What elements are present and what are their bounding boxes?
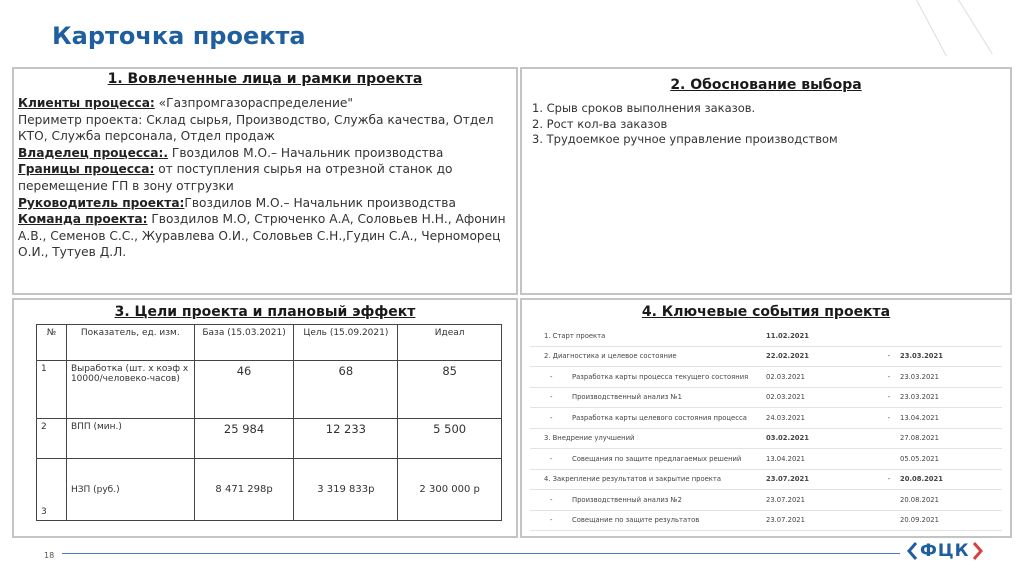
milestone-name [530, 434, 766, 442]
cell-ideal: 2 300 000 р [398, 459, 502, 521]
milestone-end: 20.09.2021 [900, 516, 939, 525]
milestone-end: 27.08.2021 [900, 434, 939, 443]
company-logo [906, 541, 984, 561]
bounds-label: Границы процесса: [18, 162, 155, 177]
bullet-dash: - [550, 495, 553, 504]
footer-divider [62, 553, 900, 554]
page-title: Карточка проекта [52, 22, 306, 50]
cell-no: 1 [37, 361, 67, 419]
milestone-name-text: 2. Диагностика и целевое состояние [544, 352, 677, 361]
cell-indicator: ВПП (мин.) [66, 419, 194, 459]
milestone-name [530, 516, 766, 524]
col-indicator-header: Показатель, ед. изм. [66, 325, 194, 361]
milestone-name [530, 455, 766, 463]
milestone-row [530, 408, 1002, 429]
decorative-line [958, 0, 993, 54]
table-row [37, 459, 502, 521]
bullet-dash: - [550, 454, 553, 463]
table-row [37, 419, 502, 459]
milestones-panel [520, 298, 1012, 538]
milestone-start: 02.03.2021 [766, 393, 805, 402]
logo-mark-icon [906, 542, 920, 560]
milestone-separator: - [887, 413, 891, 422]
milestone-end: 20.08.2021 [900, 495, 939, 504]
milestone-name [530, 393, 766, 401]
clients-line [18, 95, 512, 112]
milestone-start: 24.03.2021 [766, 413, 805, 422]
milestone-name [530, 475, 766, 483]
milestones-list [530, 326, 1002, 531]
milestone-start: 03.02.2021 [766, 434, 809, 443]
goals-panel [12, 298, 518, 538]
milestone-name [530, 496, 766, 504]
milestone-name-text: 1. Старт проекта [544, 331, 606, 340]
milestone-name [530, 352, 766, 360]
team-value: Гвоздилов М.О, Стрюченко А.А, Соловьев Н.Н., Афонин А.В., Семенов С.С., Журавлева О.И., Соловьев С.Н.,Гудин С.А., Черноморец О.И., Тутуев Д.Л. [18, 212, 506, 260]
team-label: Команда проекта: [18, 212, 148, 227]
stakeholders-panel [12, 67, 518, 295]
owner-label: Владелец процесса:. [18, 145, 169, 160]
logo-mark-icon [970, 542, 984, 560]
milestone-end: 20.08.2021 [900, 475, 943, 484]
table-row [37, 361, 502, 419]
col-target-header: Цель (15.09.2021) [294, 325, 398, 361]
cell-no: 3 [37, 459, 67, 521]
milestone-end: 23.03.2021 [900, 372, 939, 381]
reason-item: 2. Рост кол-ва заказов [532, 116, 668, 131]
col-base-header: База (15.03.2021) [194, 325, 294, 361]
milestone-start: 02.03.2021 [766, 372, 805, 381]
cell-ideal: 5 500 [398, 419, 502, 459]
bullet-dash: - [550, 372, 553, 381]
goals-table [36, 324, 502, 521]
owner-value: Гвоздилов М.О.– Начальник производства [168, 145, 444, 160]
reason-item: 1. Срыв сроков выполнения заказов. [532, 101, 756, 115]
page-number: 18 [44, 551, 55, 560]
manager-value: Гвоздилов М.О.– Начальник производства [184, 195, 456, 210]
stakeholders-heading: 1. Вовлеченные лица и рамки проекта [107, 71, 423, 87]
col-no-header: № [37, 325, 67, 361]
milestone-separator: - [887, 372, 891, 381]
cell-indicator: Выработка (шт. х коэф х 10000/человеко-часов) [66, 361, 194, 419]
clients-value: «Газпромгазораспределение" [154, 96, 354, 110]
cell-target: 3 319 833р [294, 459, 398, 521]
milestone-name-text: 3. Внедрение улучшений [544, 434, 635, 443]
col-ideal-header: Идеал [398, 325, 502, 361]
clients-label: Клиенты процесса: [18, 96, 155, 110]
milestone-row [530, 429, 1002, 450]
milestone-start: 23.07.2021 [766, 475, 809, 484]
owner-line [18, 145, 512, 162]
milestone-row [530, 449, 1002, 470]
cell-target: 12 233 [294, 419, 398, 459]
milestones-heading: 4. Ключевые события проекта [641, 304, 891, 320]
cell-base: 25 984 [194, 419, 294, 459]
milestone-name [530, 414, 766, 422]
stakeholders-content [18, 95, 512, 261]
perimeter-line: Периметр проекта: Склад сырья, Производство, Служба качества, Отдел КТО, Служба персонала, Отдел продаж [18, 112, 494, 144]
milestone-name-text: Разработка карты процесса текущего состояния [572, 372, 749, 381]
logo-text: ФЦК [920, 541, 970, 561]
manager-label: Руководитель проекта: [18, 195, 185, 210]
cell-base: 8 471 298р [194, 459, 294, 521]
bounds-value: от поступления сырья на отрезной станок до перемещение ГП в зону отгрузки [18, 162, 453, 193]
milestone-separator: - [887, 393, 891, 402]
milestone-row [530, 511, 1002, 532]
milestone-end: 13.04.2021 [900, 413, 939, 422]
milestone-end: 23.03.2021 [900, 393, 939, 402]
bullet-dash: - [550, 516, 553, 525]
milestone-name [530, 373, 766, 381]
reason-item: 3. Трудоемкое ручное управление производством [532, 132, 838, 146]
team-line [18, 211, 512, 261]
milestone-start: 23.07.2021 [766, 516, 805, 525]
milestone-name-text: Совещания по защите предлагаемых решений [572, 454, 742, 463]
decorative-line [916, 0, 947, 57]
bullet-dash: - [550, 393, 553, 402]
cell-indicator: НЗП (руб.) [66, 459, 194, 521]
milestone-start: 23.07.2021 [766, 495, 805, 504]
milestone-start: 11.02.2021 [766, 331, 809, 340]
goals-heading: 3. Цели проекта и плановый эффект [114, 304, 416, 320]
milestone-name-text: Производственный анализ №2 [572, 495, 682, 504]
milestone-row [530, 490, 1002, 511]
cell-no: 2 [37, 419, 67, 459]
milestone-row [530, 367, 1002, 388]
milestone-row [530, 470, 1002, 491]
cell-ideal: 85 [398, 361, 502, 419]
milestone-end: 05.05.2021 [900, 454, 939, 463]
milestone-end: 23.03.2021 [900, 352, 943, 361]
cell-target: 68 [294, 361, 398, 419]
milestone-row [530, 326, 1002, 347]
milestone-row [530, 388, 1002, 409]
manager-line [18, 195, 512, 212]
bounds-line [18, 161, 512, 194]
milestone-name-text: 4. Закрепление результатов и закрытие проекта [544, 475, 722, 484]
justification-panel [520, 67, 1012, 295]
milestone-start: 13.04.2021 [766, 454, 805, 463]
table-header-row [37, 325, 502, 361]
milestone-start: 22.02.2021 [766, 352, 809, 361]
justification-heading: 2. Обоснование выбора [670, 77, 862, 93]
milestone-name-text: Производственный анализ №1 [572, 393, 682, 402]
milestone-name-text: Совещание по защите результатов [572, 516, 700, 525]
cell-base: 46 [194, 361, 294, 419]
milestone-name-text: Разработка карты целевого состояния процесса [572, 413, 747, 422]
milestone-separator: - [887, 352, 891, 361]
bullet-dash: - [550, 413, 553, 422]
milestone-separator: - [887, 475, 891, 484]
milestone-name [530, 332, 766, 340]
milestone-row [530, 347, 1002, 368]
